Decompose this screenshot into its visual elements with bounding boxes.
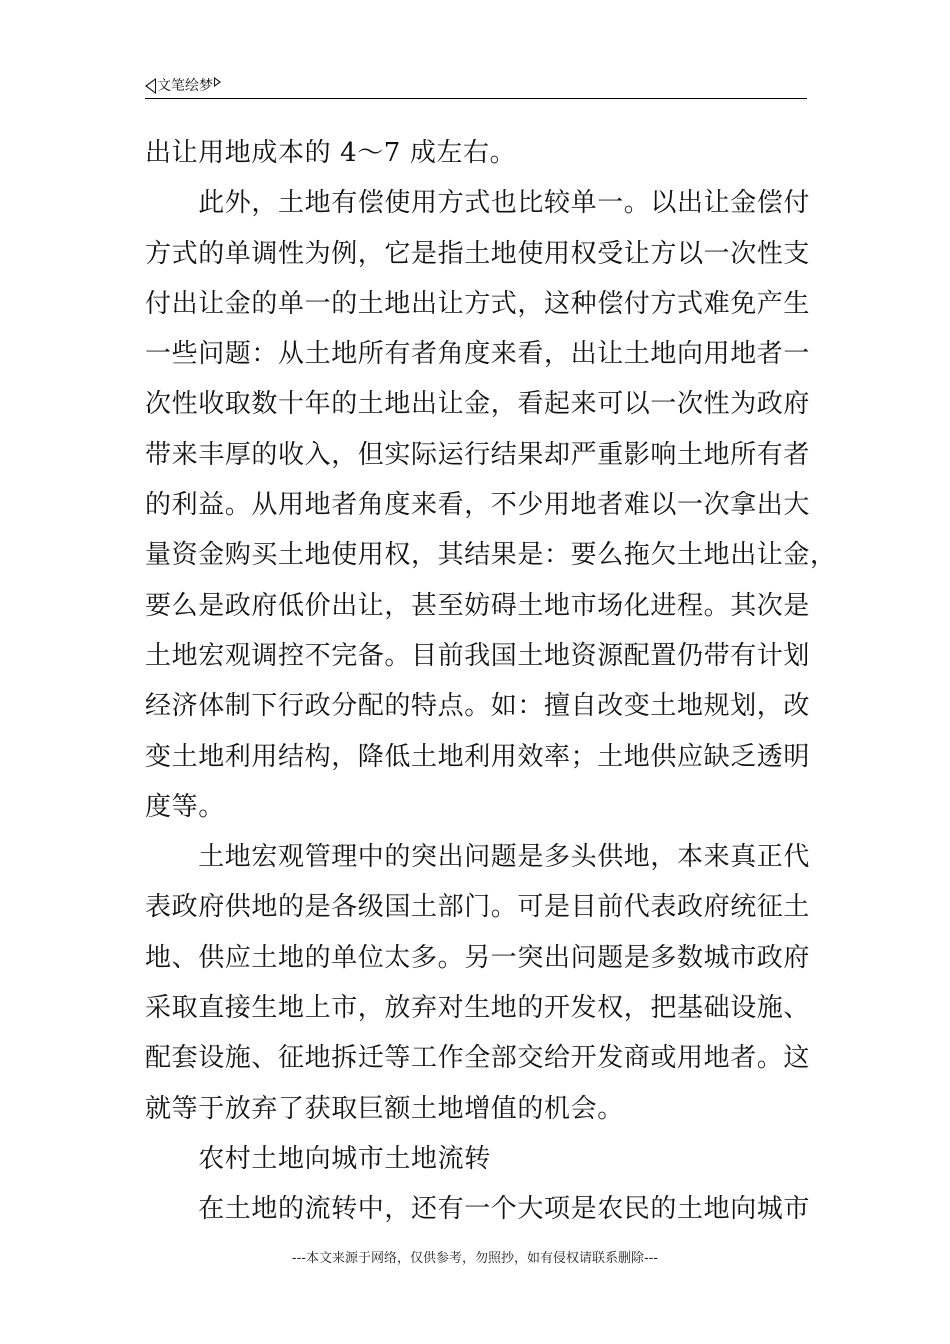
body-line: 次性收取数十年的土地出让金，看起来可以一次性为政府 [145, 389, 811, 420]
body-line: 度等。 [145, 791, 225, 822]
body-line: 土地宏观管理中的突出问题是多头供地，本来真正代 [145, 842, 811, 873]
body-line: 一些问题：从土地所有者角度来看，出让土地向用地者一 [145, 339, 811, 370]
body-line: 经济体制下行政分配的特点。如：擅自改变土地规划，改 [145, 691, 811, 722]
body-line: 付出让金的单一的土地出让方式，这种偿付方式难免产生 [145, 288, 811, 319]
body-line: 要么是政府低价出让，甚至妨碍土地市场化进程。其次是 [145, 590, 811, 621]
footer-disclaimer: ---本文来源于网络，仅供参考，勿照抄，如有侵权请联系删除--- [291, 1251, 659, 1266]
document-body [145, 128, 837, 1235]
body-line: 变土地利用结构，降低土地利用效率；土地供应缺乏透明 [145, 741, 811, 772]
body-line: 此外，土地有偿使用方式也比较单一。以出让金偿付 [145, 188, 811, 219]
body-line: 地、供应土地的单位太多。另一突出问题是多数城市政府 [145, 942, 811, 973]
header-logo-text: 文笔绘梦 [157, 77, 213, 94]
right-triangle-icon [214, 77, 221, 87]
section-heading-line: 农村土地向城市土地流转 [145, 1143, 491, 1174]
body-line: 表政府供地的是各级国土部门。可是目前代表政府统征土 [145, 892, 811, 923]
body-line: 带来丰厚的收入，但实际运行结果却严重影响土地所有者 [145, 439, 811, 470]
body-line: 出让用地成本的 4～7 成左右。 [145, 138, 517, 168]
body-line: 方式的单调性为例，它是指土地使用权受让方以一次性支 [145, 238, 811, 269]
body-line: 的利益。从用地者角度来看，不少用地者难以一次拿出大 [145, 490, 811, 521]
body-line: 采取直接生地上市，放弃对生地的开发权，把基础设施、 [145, 993, 811, 1024]
body-line: 就等于放弃了获取巨额土地增值的机会。 [145, 1093, 624, 1124]
left-triangle-icon [145, 78, 156, 94]
body-line: 土地宏观调控不完备。目前我国土地资源配置仍带有计划 [145, 640, 811, 671]
body-line: 在土地的流转中，还有一个大项是农民的土地向城市 [145, 1194, 811, 1225]
header-logo [145, 76, 221, 95]
body-line: 量资金购买土地使用权，其结果是：要么拖欠土地出让金， [145, 540, 837, 571]
page-header [145, 74, 807, 99]
body-line: 配套设施、征地拆迁等工作全部交给开发商或用地者。这 [145, 1043, 811, 1074]
